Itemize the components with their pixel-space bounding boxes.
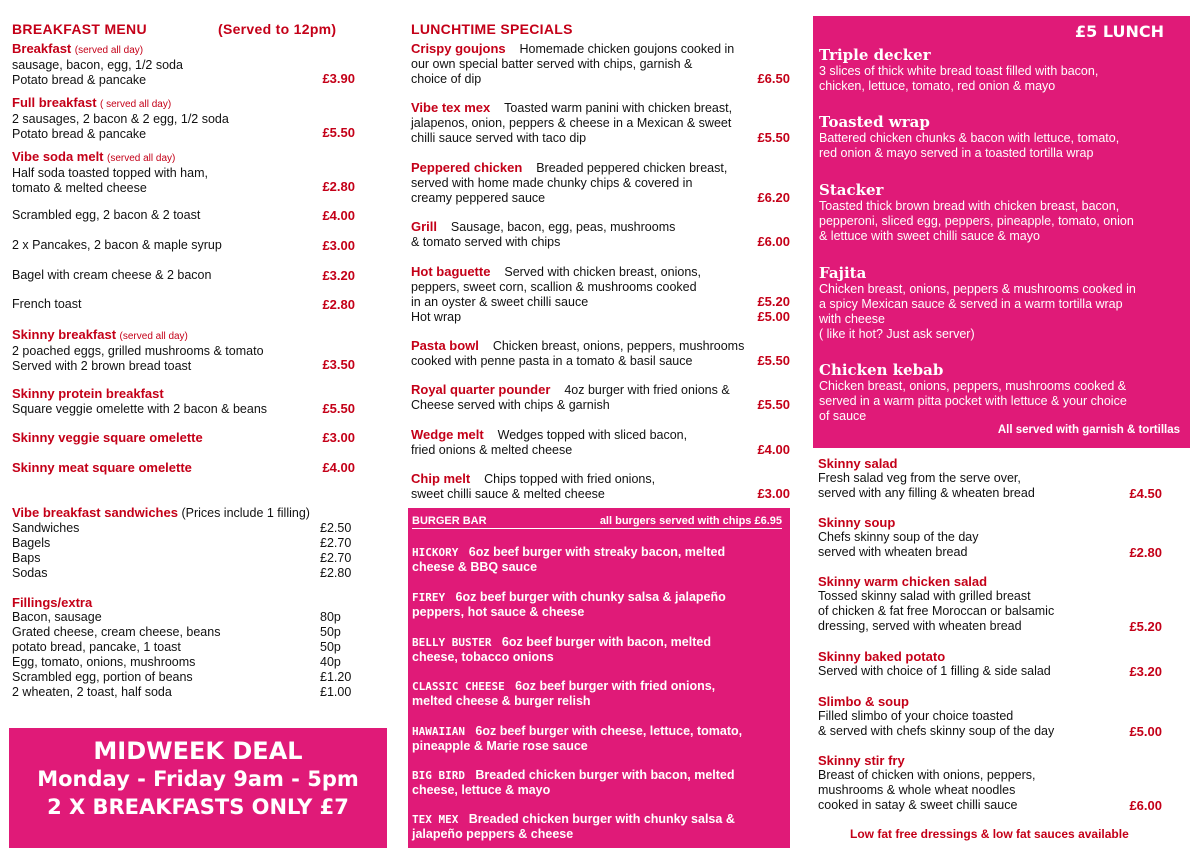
sandwiches-rows <box>12 521 357 581</box>
lunchtime-item <box>411 338 790 369</box>
lunchtime-item-line <box>411 471 790 487</box>
breakfast-item-price: £3.00 <box>322 430 355 445</box>
sandwich-row-label: Sandwiches <box>12 521 80 535</box>
breakfast-item-price: £2.80 <box>322 297 355 312</box>
skinny-item-desc: Tossed skinny salad with grilled breast <box>818 589 1031 603</box>
skinny-item-price: £5.20 <box>1129 619 1162 634</box>
sandwich-row-price: £2.70 <box>320 551 352 565</box>
breakfast-item-title <box>12 460 355 476</box>
burger-item-desc: 6oz beef burger with chunky salsa & jalapeño <box>455 590 726 604</box>
skinny-item <box>818 456 1162 501</box>
breakfast-item <box>12 268 355 283</box>
breakfast-item-price: £4.00 <box>322 208 355 223</box>
lunchtime-item-line <box>411 160 790 176</box>
five-lunch-item-name: Toasted wrap <box>819 113 930 131</box>
breakfast-item-note: ( served all day) <box>100 99 172 110</box>
five-lunch-item-desc: Toasted thick brown bread with chicken breast, bacon, <box>819 199 1120 213</box>
filling-row-price: 80p <box>320 610 341 624</box>
skinny-item-name: Skinny salad <box>818 456 898 471</box>
five-lunch-item-desc: 3 slices of thick white bread toast filled with bacon, <box>819 64 1099 78</box>
breakfast-item <box>12 386 355 417</box>
burger-item-desc2: cheese & BBQ sauce <box>412 560 538 574</box>
lunchtime-item-price: £3.00 <box>757 486 790 501</box>
lunchtime-item-price: £5.20 <box>757 294 790 309</box>
filling-row-price: £1.20 <box>320 670 352 684</box>
breakfast-item-desc: 2 sausages, 2 bacon & 2 egg, 1/2 soda <box>12 112 229 126</box>
breakfast-item-desc: French toast <box>12 297 82 311</box>
lunchtime-item-line: sweet chilli sauce & melted cheese <box>411 487 605 501</box>
lunchtime-item-line: our own special batter served with chips, garnish & <box>411 57 693 71</box>
breakfast-item-price: £3.00 <box>322 238 355 253</box>
skinny-item <box>818 574 1162 634</box>
skinny-item-name: Slimbo & soup <box>818 694 909 709</box>
burger-bar-box <box>408 508 790 848</box>
breakfast-item-title <box>12 41 355 58</box>
breakfast-item-desc: Potato bread & pancake <box>12 73 147 87</box>
five-lunch-item-desc: pepperoni, sliced egg, peppers, pineapple, tomato, onion <box>819 214 1134 228</box>
burger-item-desc: 6oz beef burger with cheese, lettuce, tomato, <box>475 724 743 738</box>
breakfast-item-desc: sausage, bacon, egg, 1/2 soda <box>12 58 183 72</box>
five-lunch-item-desc: red onion & mayo served in a toasted tortilla wrap <box>819 146 1094 160</box>
breakfast-title: BREAKFAST MENU <box>12 21 147 37</box>
sandwiches-note: (Prices include 1 filling) <box>181 506 310 520</box>
filling-row <box>12 610 357 625</box>
burger-item-line <box>412 545 784 560</box>
breakfast-item-price: £4.00 <box>322 460 355 475</box>
five-lunch-item-desc: Battered chicken chunks & bacon with lettuce, tomato, <box>819 131 1120 145</box>
skinny-item-desc: served with any filling & wheaten bread <box>818 486 1035 500</box>
burger-bar-note: all burgers served with chips £6.95 <box>599 515 782 527</box>
burger-item-line <box>412 724 784 739</box>
fillings-rows <box>12 610 357 700</box>
breakfast-item-name: Full breakfast <box>12 95 97 110</box>
lunchtime-item-desc: Toasted warm panini with chicken breast, <box>504 101 733 115</box>
breakfast-item-name: Vibe soda melt <box>12 149 104 164</box>
five-lunch-item-desc: Chicken breast, onions, peppers & mushrooms cooked in <box>819 282 1136 296</box>
skinny-item-desc: mushrooms & whole wheat noodles <box>818 783 1016 797</box>
lunchtime-item-desc: 4oz burger with fried onions & <box>564 383 730 397</box>
skinny-item <box>818 649 1162 679</box>
breakfast-item-note: (served all day) <box>74 45 144 56</box>
burger-item-desc2: jalapeño peppers & cheese <box>412 827 574 841</box>
skinny-item <box>818 694 1162 739</box>
burger-item-desc: Breaded chicken burger with chunky salsa & <box>468 812 735 826</box>
breakfast-item-title <box>12 95 355 112</box>
skinny-item-name: Skinny warm chicken salad <box>818 574 988 589</box>
breakfast-item <box>12 430 355 446</box>
breakfast-item <box>12 208 355 223</box>
sandwiches-title: Vibe breakfast sandwiches <box>12 505 178 520</box>
lunchtime-item-line <box>411 382 790 398</box>
five-lunch-item-desc: chicken, lettuce, tomato, red onion & mayo <box>819 79 1056 93</box>
skinny-item-desc: of chicken & fat free Moroccan or balsamic <box>818 604 1055 618</box>
lunchtime-item-price: £5.50 <box>757 353 790 368</box>
five-lunch-item-desc: Chicken breast, onions, peppers, mushrooms cooked & <box>819 379 1127 393</box>
five-lunch-item <box>819 113 1184 161</box>
lunchtime-item-name: Pasta bowl <box>411 338 479 353</box>
lunchtime-item-desc: Chips topped with fried onions, <box>484 472 656 486</box>
burger-item-line <box>412 679 784 694</box>
skinny-item-desc: dressing, served with wheaten bread <box>818 619 1022 633</box>
lunchtime-item-price: £5.50 <box>757 397 790 412</box>
sandwich-row-price: £2.80 <box>320 566 352 580</box>
skinny-item-desc: & served with chefs skinny soup of the day <box>818 724 1055 738</box>
skinny-item-desc: Served with choice of 1 filling & side salad <box>818 664 1051 678</box>
burger-item-desc: 6oz beef burger with streaky bacon, melted <box>468 545 726 559</box>
breakfast-item <box>12 460 355 476</box>
filling-row-price: £1.00 <box>320 685 352 699</box>
lunchtime-item-name: Vibe tex mex <box>411 100 491 115</box>
breakfast-item-title <box>12 149 355 166</box>
breakfast-item <box>12 297 355 312</box>
filling-row-price: 50p <box>320 640 341 654</box>
burger-item-desc: 6oz beef burger with bacon, melted <box>501 635 711 649</box>
burger-item-name: CLASSIC CHEESE <box>412 680 505 693</box>
sandwich-row <box>12 566 357 581</box>
midweek-offer: 2 X BREAKFASTS ONLY £7 <box>47 795 349 819</box>
burger-item-desc2: cheese, tobacco onions <box>412 650 554 664</box>
burger-item-line <box>412 768 784 783</box>
breakfast-item-desc: Bagel with cream cheese & 2 bacon <box>12 268 212 282</box>
filling-row <box>12 655 357 670</box>
skinny-item-name: Skinny stir fry <box>818 753 905 768</box>
five-lunch-item-desc: & lettuce with sweet chilli sauce & mayo <box>819 229 1040 243</box>
breakfast-item-title <box>12 430 355 446</box>
lunchtime-item <box>411 382 790 413</box>
sandwich-row <box>12 551 357 566</box>
burger-item-line <box>412 590 784 605</box>
lunchtime-item-name: Hot baguette <box>411 264 491 279</box>
fillings-title: Fillings/extra <box>12 595 93 610</box>
breakfast-item <box>12 327 355 374</box>
sandwich-row <box>12 521 357 536</box>
lunchtime-item-name: Crispy goujons <box>411 41 506 56</box>
skinny-item-desc: Breast of chicken with onions, peppers, <box>818 768 1036 782</box>
lunchtime-item-desc: Chicken breast, onions, peppers, mushrooms <box>492 339 745 353</box>
five-lunch-item <box>819 181 1184 244</box>
lunchtime-item-desc: Sausage, bacon, egg, peas, mushrooms <box>450 220 676 234</box>
five-lunch-item <box>819 361 1184 424</box>
lunchtime-item <box>411 427 790 458</box>
lunchtime-item-desc: Served with chicken breast, onions, <box>504 265 701 279</box>
filling-row-price: 50p <box>320 625 341 639</box>
five-lunch-item-desc: with cheese <box>819 312 886 326</box>
lunchtime-item-line <box>411 100 790 116</box>
skinny-item-desc: Fresh salad veg from the serve over, <box>818 471 1021 485</box>
lunchtime-item-line <box>411 264 790 280</box>
lunchtime-item <box>411 219 790 250</box>
breakfast-item-desc: Potato bread & pancake <box>12 127 147 141</box>
breakfast-item-desc: Scrambled egg, 2 bacon & 2 toast <box>12 208 201 222</box>
five-lunch-item <box>819 264 1184 342</box>
sandwich-row <box>12 536 357 551</box>
lunchtime-item-price: £5.00 <box>757 309 790 324</box>
burger-item <box>412 545 784 575</box>
five-lunch-item-name: Triple decker <box>819 46 931 64</box>
breakfast-item <box>12 95 355 142</box>
burger-bar-header <box>412 515 782 529</box>
breakfast-item-price: £5.50 <box>322 401 355 416</box>
breakfast-header <box>12 22 357 38</box>
burger-item-name: TEX MEX <box>412 813 459 826</box>
five-lunch-item-name: Fajita <box>819 264 867 282</box>
lunchtime-item-line: served with home made chunky chips & covered in <box>411 176 693 190</box>
breakfast-item-note: (served all day) <box>119 331 188 342</box>
five-lunch-footer: All served with garnish & tortillas <box>997 424 1180 436</box>
lunchtime-item <box>411 41 790 87</box>
burger-item-line <box>412 812 784 827</box>
five-lunch-item-desc: served in a warm pitta pocket with lettuce & your choice <box>819 394 1127 408</box>
skinny-item-desc: served with wheaten bread <box>818 545 968 559</box>
skinny-footer: Low fat free dressings & low fat sauces available <box>850 827 1129 841</box>
breakfast-item-price: £3.50 <box>322 357 355 372</box>
lunchtime-item-line: fried onions & melted cheese <box>411 443 573 457</box>
midweek-title: MIDWEEK DEAL <box>93 737 303 765</box>
skinny-item-price: £2.80 <box>1129 545 1162 560</box>
lunchtime-item-price: £6.00 <box>757 234 790 249</box>
breakfast-item-name: Skinny protein breakfast <box>12 386 164 401</box>
filling-row-label: Scrambled egg, portion of beans <box>12 670 193 684</box>
filling-row <box>12 625 357 640</box>
skinny-item-name: Skinny baked potato <box>818 649 946 664</box>
burger-bar-title: BURGER BAR <box>412 515 487 527</box>
burger-item-line <box>412 635 784 650</box>
lunchtime-item-line: chilli sauce served with taco dip <box>411 131 587 145</box>
burger-item <box>412 724 784 754</box>
lunchtime-item <box>411 160 790 206</box>
breakfast-item-name: Breakfast <box>12 41 72 56</box>
lunchtime-item-price: £6.50 <box>757 71 790 86</box>
lunchtime-item-line <box>411 41 790 57</box>
fillings-block <box>12 595 357 700</box>
sandwich-row-label: Sodas <box>12 566 48 580</box>
five-lunch-item-name: Stacker <box>819 181 884 199</box>
burger-item-desc2: peppers, hot sauce & cheese <box>412 605 585 619</box>
lunchtime-item-name: Wedge melt <box>411 427 484 442</box>
breakfast-item-note: (served all day) <box>107 153 176 164</box>
breakfast-item-price: £5.50 <box>322 125 355 140</box>
breakfast-item-desc: Half soda toasted topped with ham, <box>12 166 208 180</box>
five-lunch-item-desc: a spicy Mexican sauce & served in a warm tortilla wrap <box>819 297 1123 311</box>
lunchtime-title: LUNCHTIME SPECIALS <box>411 21 573 37</box>
lunchtime-item-line: & tomato served with chips <box>411 235 561 249</box>
lunchtime-item-name: Peppered chicken <box>411 160 523 175</box>
breakfast-item-name: Skinny breakfast <box>12 327 117 342</box>
breakfast-item <box>12 149 355 196</box>
midweek-deal-banner <box>9 728 387 848</box>
skinny-item-price: £3.20 <box>1129 664 1162 679</box>
breakfast-item-price: £2.80 <box>322 179 355 194</box>
midweek-days: Monday - Friday 9am - 5pm <box>37 767 359 791</box>
skinny-item <box>818 753 1162 813</box>
breakfast-item-desc: Served with 2 brown bread toast <box>12 359 192 373</box>
skinny-item-name: Skinny soup <box>818 515 896 530</box>
lunchtime-item-name: Grill <box>411 219 438 234</box>
filling-row <box>12 685 357 700</box>
skinny-item-price: £4.50 <box>1129 486 1162 501</box>
filling-row-label: potato bread, pancake, 1 toast <box>12 640 181 654</box>
breakfast-item-desc: tomato & melted cheese <box>12 181 147 195</box>
skinny-item-desc: Filled slimbo of your choice toasted <box>818 709 1014 723</box>
sandwiches-block <box>12 505 357 581</box>
lunchtime-item-desc: Wedges topped with sliced bacon, <box>497 428 688 442</box>
breakfast-item-title <box>12 327 355 344</box>
five-lunch-item-desc: of sauce <box>819 409 867 423</box>
burger-item-desc2: pineapple & Marie rose sauce <box>412 739 588 753</box>
lunchtime-item-line <box>411 219 790 235</box>
filling-row-label: Bacon, sausage <box>12 610 102 624</box>
five-pound-lunch-box <box>813 16 1190 448</box>
burger-item <box>412 812 784 842</box>
breakfast-served-note: (Served to 12pm) <box>218 21 337 37</box>
sandwich-row-price: £2.50 <box>320 521 352 535</box>
filling-row-price: 40p <box>320 655 341 669</box>
lunchtime-item-price: £4.00 <box>757 442 790 457</box>
five-lunch-item <box>819 46 1184 94</box>
lunchtime-item-line: choice of dip <box>411 72 482 86</box>
breakfast-item-desc: 2 x Pancakes, 2 bacon & maple syrup <box>12 238 222 252</box>
lunchtime-item-line <box>411 427 790 443</box>
filling-row-label: 2 wheaten, 2 toast, half soda <box>12 685 172 699</box>
sandwich-row-label: Baps <box>12 551 41 565</box>
lunchtime-item-name: Royal quarter pounder <box>411 382 551 397</box>
breakfast-item-title <box>12 386 355 402</box>
burger-item-name: FIREY <box>412 591 446 604</box>
lunchtime-item-line: creamy peppered sauce <box>411 191 546 205</box>
burger-item-desc: 6oz beef burger with fried onions, <box>515 679 716 693</box>
five-lunch-title: £5 LUNCH <box>1075 22 1164 41</box>
filling-row <box>12 640 357 655</box>
sandwich-row-price: £2.70 <box>320 536 352 550</box>
five-lunch-item-desc: ( like it hot? Just ask server) <box>819 327 975 341</box>
sandwich-row-label: Bagels <box>12 536 51 550</box>
burger-item <box>412 635 784 665</box>
lunchtime-item-desc: Breaded peppered chicken breast, <box>536 161 728 175</box>
lunchtime-item-line: Cheese served with chips & garnish <box>411 398 610 412</box>
lunchtime-item <box>411 471 790 502</box>
burger-item-name: BELLY BUSTER <box>412 636 492 649</box>
skinny-item-desc: cooked in satay & sweet chilli sauce <box>818 798 1018 812</box>
breakfast-item-desc: 2 poached eggs, grilled mushrooms & tomato <box>12 344 264 358</box>
lunchtime-item-line: in an oyster & sweet chilli sauce <box>411 295 589 309</box>
breakfast-item-desc: Square veggie omelette with 2 bacon & beans <box>12 402 268 416</box>
skinny-item-price: £5.00 <box>1129 724 1162 739</box>
lunchtime-item-line <box>411 338 790 354</box>
burger-item-name: BIG BIRD <box>412 769 465 782</box>
lunchtime-item-desc: Homemade chicken goujons cooked in <box>519 42 735 56</box>
breakfast-item <box>12 41 355 88</box>
skinny-item-price: £6.00 <box>1129 798 1162 813</box>
breakfast-item-price: £3.90 <box>322 71 355 86</box>
filling-row <box>12 670 357 685</box>
breakfast-item-name: Skinny veggie square omelette <box>12 430 203 445</box>
burger-item <box>412 768 784 798</box>
skinny-item-desc: Chefs skinny soup of the day <box>818 530 979 544</box>
five-lunch-item-name: Chicken kebab <box>819 361 944 379</box>
lunchtime-item-line: jalapenos, onion, peppers & cheese in a Mexican & sweet <box>411 116 732 130</box>
breakfast-item <box>12 238 355 253</box>
burger-item-name: HICKORY <box>412 546 459 559</box>
lunchtime-item-name: Chip melt <box>411 471 471 486</box>
lunchtime-item-price: £6.20 <box>757 190 790 205</box>
lunchtime-item-price: £5.50 <box>757 130 790 145</box>
burger-item-name: HAWAIIAN <box>412 725 465 738</box>
filling-row-label: Grated cheese, cream cheese, beans <box>12 625 221 639</box>
lunchtime-item-line: peppers, sweet corn, scallion & mushrooms cooked <box>411 280 697 294</box>
breakfast-item-name: Skinny meat square omelette <box>12 460 192 475</box>
burger-item-desc2: melted cheese & burger relish <box>412 694 591 708</box>
lunchtime-item <box>411 264 790 325</box>
lunchtime-item-line: Hot wrap <box>411 310 462 324</box>
filling-row-label: Egg, tomato, onions, mushrooms <box>12 655 196 669</box>
lunchtime-item-line: cooked with penne pasta in a tomato & basil sauce <box>411 354 693 368</box>
lunchtime-item <box>411 100 790 146</box>
burger-item <box>412 590 784 620</box>
burger-item <box>412 679 784 709</box>
burger-item-desc: Breaded chicken burger with bacon, melted <box>475 768 735 782</box>
breakfast-item-price: £3.20 <box>322 268 355 283</box>
burger-item-desc2: cheese, lettuce & mayo <box>412 783 551 797</box>
skinny-item <box>818 515 1162 560</box>
